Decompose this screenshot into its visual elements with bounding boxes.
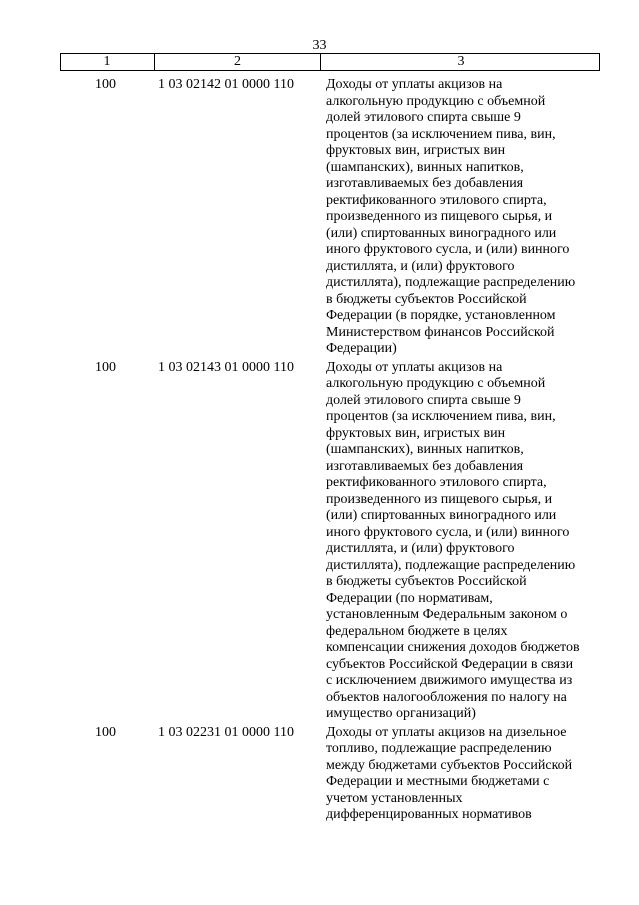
column-header-2: 2	[154, 54, 320, 70]
table-row	[60, 360, 600, 723]
column-header-1: 1	[103, 54, 111, 69]
description-cell: Доходы от уплаты акцизов на дизельное топливо, подлежащие распределению между бюджетами субъектов Российской Федерации и местными бюджетами с учетом установленных дифференцированных нормативов	[326, 724, 573, 822]
page-number: 33	[312, 38, 327, 53]
admin-code-cell: 100	[95, 359, 116, 375]
table-header-row	[60, 53, 600, 71]
revenue-table	[60, 53, 600, 824]
column-header-3: 3	[320, 54, 601, 70]
kbk-code-cell: 1 03 02142 01 0000 110	[158, 77, 294, 92]
table-body	[60, 77, 600, 824]
table-row	[60, 725, 600, 824]
kbk-code-cell: 1 03 02231 01 0000 110	[158, 724, 294, 740]
description-cell: Доходы от уплаты акцизов на алкогольную продукцию с объемной долей этилового спирта свыше 9 процентов (за исключением пива, вин, фруктовых вин, игристых вин (шампанских), винных напитков, изготавливаемых без добавления ректификованного этилового спирта, произведенного из пищевого сырья, и (или) спиртованных виноградного или иного фруктового сусла, и (или) винного дистиллята, и (или) фруктового дистиллята), подлежащие распределению в бюджеты субъектов Российской Федерации (по нормативам, установленным Федеральным законом о федеральном бюджете в целях компенсации снижения доходов бюджетов субъектов Российской Федерации в связи с исключением движимого имущества из объектов налогообложения по налогу на имущество организаций)	[326, 359, 580, 721]
admin-code-cell: 100	[95, 77, 116, 92]
description-cell: Доходы от уплаты акцизов на алкогольную продукцию с объемной долей этилового спирта свыше 9 процентов (за исключением пива, вин, фруктовых вин, игристых вин (шампанских), винных напитков, изготавливаемых без добавления ректификованного этилового спирта, произведенного из пищевого сырья, и (или) спиртованных виноградного или иного фруктового сусла, и (или) винного дистиллята, и (или) фруктового дистиллята), подлежащие распределению в бюджеты субъектов Российской Федерации (в порядке, установленном Министерством финансов Российской Федерации)	[326, 77, 576, 356]
kbk-code-cell: 1 03 02143 01 0000 110	[158, 359, 294, 375]
table-row	[60, 77, 600, 358]
admin-code-cell: 100	[95, 724, 116, 740]
